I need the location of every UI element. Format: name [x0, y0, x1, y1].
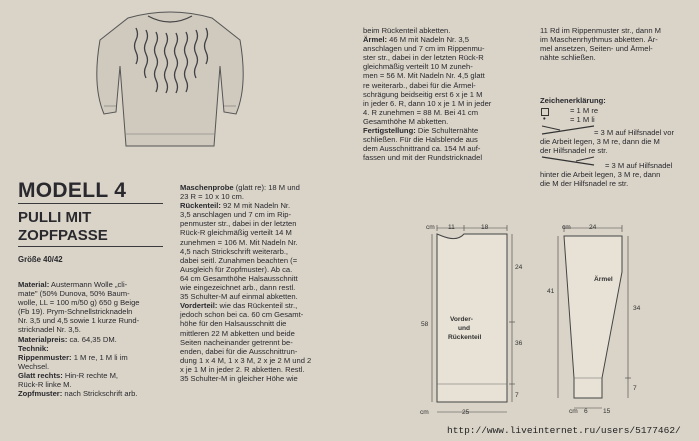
text-line-body: mate" (50% Dunova, 50% Baum- [18, 289, 130, 299]
text-line [18, 389, 174, 398]
text-line-body: nach Strickschrift arb. [62, 389, 138, 399]
sleeve-left-value: 41 [547, 288, 555, 295]
subtitle-rule [18, 246, 163, 247]
text-line-body: in jeder 6. R, dann 10 x je 1 M in jeder [363, 98, 492, 108]
front-bottom-value: 25 [462, 409, 470, 416]
text-line [18, 298, 174, 307]
text-line-body: (Fb 19). Prym-Schnellstricknadeln [18, 307, 133, 317]
text-line-body: Seiten nacheinander getrennt be- [180, 337, 293, 347]
text-line [363, 26, 533, 35]
text-line-body: fassen und mit der Rundstricknadel [363, 153, 483, 163]
text-line-body: Hin-R rechte M, [62, 370, 119, 380]
legend-cable-back-line2: hinter die Arbeit legen, 3 M re, dann [540, 170, 661, 179]
text-line [363, 90, 533, 99]
text-line [363, 81, 533, 90]
legend-cable-front-line1: = 3 M auf Hilfsnadel vor [594, 128, 674, 137]
text-line-body: ster str., dabei in der letzten Rück-R [363, 53, 484, 63]
text-line [180, 356, 348, 365]
text-line-body: Rück-R linke M. [18, 380, 72, 390]
text-line-heading: Rippenmuster: [18, 352, 72, 362]
text-line-body: Nr. 3,5 und 4,5 sowie 1 kurze Rund- [18, 316, 140, 326]
text-line [363, 71, 533, 80]
text-line-body: schließen. Für die Halsblende aus [363, 135, 478, 145]
text-line-body: höhe für den Halsausschnitt die [180, 319, 287, 329]
text-line-body: 35 Schulter-M in gleicher Höhe wie [180, 373, 298, 383]
sleeve-right-value-2: 7 [633, 385, 637, 392]
text-line [180, 274, 348, 283]
text-line-heading: Maschenprobe [180, 183, 234, 192]
text-line [540, 26, 690, 35]
text-line-body: stricknadel Nr. 3,5. [18, 325, 81, 335]
text-line-body: Die Schulternähte [415, 126, 479, 136]
text-line [180, 310, 348, 319]
text-line-body: Gesamthöhe M abketten. [363, 116, 449, 126]
sleeve-right-value-1: 34 [633, 305, 641, 312]
text-line [180, 329, 348, 338]
front-bottom-unit: cm [420, 409, 429, 416]
text-line-heading: Fertigstellung: [363, 126, 416, 136]
text-line [180, 301, 348, 310]
text-line-heading: Vorderteil: [180, 301, 218, 311]
pulli-title-line2: ZOPFPASSE [18, 227, 108, 244]
text-line [363, 62, 533, 71]
sleeve-bottom-value-1: 6 [584, 408, 588, 415]
text-line-body: enden, dabei für die Ausschnittrun- [180, 346, 298, 356]
text-line [363, 126, 533, 135]
text-line-body: 1 M re, 1 M li im [71, 352, 128, 362]
text-line [540, 53, 690, 62]
text-line-heading: Materialpreis: [18, 334, 68, 344]
front-back-schematic [412, 222, 542, 422]
legend-cable-back-line3: die M der Hilfsnadel re str. [540, 179, 629, 188]
text-line-body: 23 R = 10 x 10 cm. [180, 192, 244, 202]
text-line [180, 374, 348, 383]
text-line [363, 99, 533, 108]
front-label-line2: und [458, 325, 471, 332]
text-line-heading: Technik: [18, 343, 49, 353]
size-label: Größe 40/42 [18, 255, 63, 264]
text-line-body: Ausgleich für Zopfmuster). Ab ca. [180, 264, 293, 274]
front-right-value-2: 36 [515, 340, 523, 347]
sweater-illustration [90, 6, 250, 156]
text-line [363, 144, 533, 153]
text-line [18, 344, 174, 353]
text-line [180, 183, 348, 192]
text-line-body: wie eingezeichnet arb., dann restl. [180, 283, 296, 293]
legend-cable-back-line1: = 3 M auf Hilfsnadel [605, 161, 673, 170]
text-line-heading: Ärmel: [363, 35, 388, 45]
text-line [180, 192, 348, 201]
text-line [18, 316, 174, 325]
text-line-body: mel ansetzen, Seiten- und Ärmel- [540, 44, 653, 54]
front-top-value-2: 18 [481, 224, 489, 231]
text-line-body: re weiterarb., dabei für die Ärmel- [363, 80, 476, 90]
text-line-body: zunehmen = 106 M. Mit Nadeln Nr. [180, 237, 298, 247]
text-line [18, 280, 174, 289]
legend-purl-label: = 1 M li [570, 115, 595, 124]
text-line-body: 92 M mit Nadeln Nr. [220, 201, 291, 211]
text-line-body: Rück-R gleichmäßig verteilt 14 M [180, 228, 292, 238]
text-line-body: wie das Rückenteil str., [217, 301, 298, 311]
sleeve-bottom-value-2: 15 [603, 408, 611, 415]
text-line-heading: Material: [18, 280, 50, 289]
model-title: MODELL 4 [18, 179, 127, 202]
text-line [363, 153, 533, 162]
text-line [180, 319, 348, 328]
column-4 [540, 26, 690, 62]
text-line-body: ca. 64,35 DM. [67, 334, 117, 344]
text-line-body: dabei seitl. Zunahmen beachten (= [180, 255, 298, 265]
text-line [18, 371, 174, 380]
sleeve-top-value: 24 [589, 224, 597, 231]
text-line [18, 289, 174, 298]
text-line [180, 201, 348, 210]
front-right-value-1: 24 [515, 264, 523, 271]
sleeve-schematic [552, 222, 652, 422]
text-line-body: men = 56 M. Mit Nadeln Nr. 4,5 glatt [363, 71, 485, 81]
text-line-body: mittleren 22 M abketten und beide [180, 328, 295, 338]
text-line-body: dem Ausschnittrand ca. 154 M auf- [363, 144, 481, 154]
text-line [363, 44, 533, 53]
text-line-body: nähte schließen. [540, 53, 596, 63]
text-line [180, 347, 348, 356]
front-right-value-3: 7 [515, 392, 519, 399]
text-line [180, 283, 348, 292]
text-line [180, 247, 348, 256]
text-line-body: schrägung beidseitig erst 6 x je 1 M [363, 89, 483, 99]
text-line [180, 265, 348, 274]
text-line-heading: Zopfmuster: [18, 389, 63, 399]
sleeve-top-unit: cm [562, 224, 571, 231]
legend-cable-front-line2: die Arbeit legen, 3 M re, dann die M [540, 137, 660, 146]
column-1 [18, 280, 174, 398]
text-line-body: 46 M mit Nadeln Nr. 3,5 [387, 35, 469, 45]
text-line [180, 238, 348, 247]
text-line-body: jedoch schon bei ca. 60 cm Gesamt- [180, 310, 304, 320]
text-line [180, 365, 348, 374]
front-label-line3: Rückenteil [448, 334, 482, 341]
text-line-body: dung 1 x 4 M, 1 x 3 M, 2 x je 2 M und 2 [180, 355, 312, 365]
text-line-body: 35 Schulter-M auf einmal abketten. [180, 292, 298, 302]
text-line-body: x je 1 M in jeder 2. R abketten. Restl. [180, 364, 305, 374]
text-line [363, 135, 533, 144]
sleeve-bottom-unit: cm [569, 408, 578, 415]
legend-knit-label: = 1 M re [570, 106, 599, 115]
text-line [180, 219, 348, 228]
cable-front-symbol [540, 124, 596, 136]
text-line [180, 256, 348, 265]
text-line [363, 53, 533, 62]
legend-purl-symbol: • [543, 114, 546, 123]
text-line [180, 210, 348, 219]
legend-cable-front-line3: der Hilfsnadel re str. [540, 146, 608, 155]
text-line-heading: Glatt rechts: [18, 370, 63, 380]
text-line [180, 228, 348, 237]
text-line-body: Wechsel. [18, 361, 50, 371]
text-line-body: wolle, LL = 100 m/50 g) 650 g Beige [18, 298, 140, 308]
text-line [18, 353, 174, 362]
front-left-value: 58 [421, 321, 429, 328]
text-line-body: 4,5 nach Strickschrift weiterarb., [180, 246, 289, 256]
text-line-heading: Rückenteil: [180, 201, 221, 211]
text-line [180, 338, 348, 347]
text-line [540, 44, 690, 53]
text-line-body: (glatt re): 18 M und [233, 183, 300, 192]
pulli-title-line1: PULLI MIT [18, 209, 92, 226]
column-3 [363, 26, 533, 162]
text-line-body: 11 Rd im Rippenmuster str., dann M [540, 26, 661, 35]
source-url[interactable]: http://www.liveinternet.ru/users/5177462/ [447, 425, 681, 436]
text-line-body: 64 cm Gesamthöhe Halsausschnitt [180, 273, 298, 283]
title-rule [18, 203, 163, 204]
text-line-body: anschlagen und 7 cm im Rippenmu- [363, 44, 485, 54]
text-line-body: beim Rückenteil abketten. [363, 26, 451, 35]
text-line [18, 307, 174, 316]
text-line [18, 362, 174, 371]
text-line [363, 108, 533, 117]
cable-back-symbol [540, 155, 596, 167]
text-line-body: gleichmäßig verteilt 10 M zuneh- [363, 62, 473, 72]
text-line [363, 35, 533, 44]
text-line-body: 3,5 anschlagen und 7 cm im Rip- [180, 210, 292, 220]
text-line [18, 380, 174, 389]
text-line [18, 325, 174, 334]
text-line [180, 292, 348, 301]
front-top-value-1: 11 [448, 224, 455, 231]
column-2 [180, 183, 348, 383]
sleeve-label: Ärmel [594, 276, 613, 283]
front-label-line1: Vorder- [450, 316, 473, 323]
text-line-body: penmuster str., dabei in der letzten [180, 219, 297, 229]
text-line [540, 35, 690, 44]
front-top-unit: cm [426, 224, 435, 231]
text-line-body: Austermann Wolle „cli- [49, 280, 128, 289]
legend-title: Zeichenerklärung: [540, 96, 606, 105]
text-line-body: 4. R zunehmen = 88 M. Bei 41 cm [363, 107, 479, 117]
text-line [18, 335, 174, 344]
text-line-body: im Maschenrhythmus abketten. Är- [540, 35, 658, 45]
text-line [363, 117, 533, 126]
